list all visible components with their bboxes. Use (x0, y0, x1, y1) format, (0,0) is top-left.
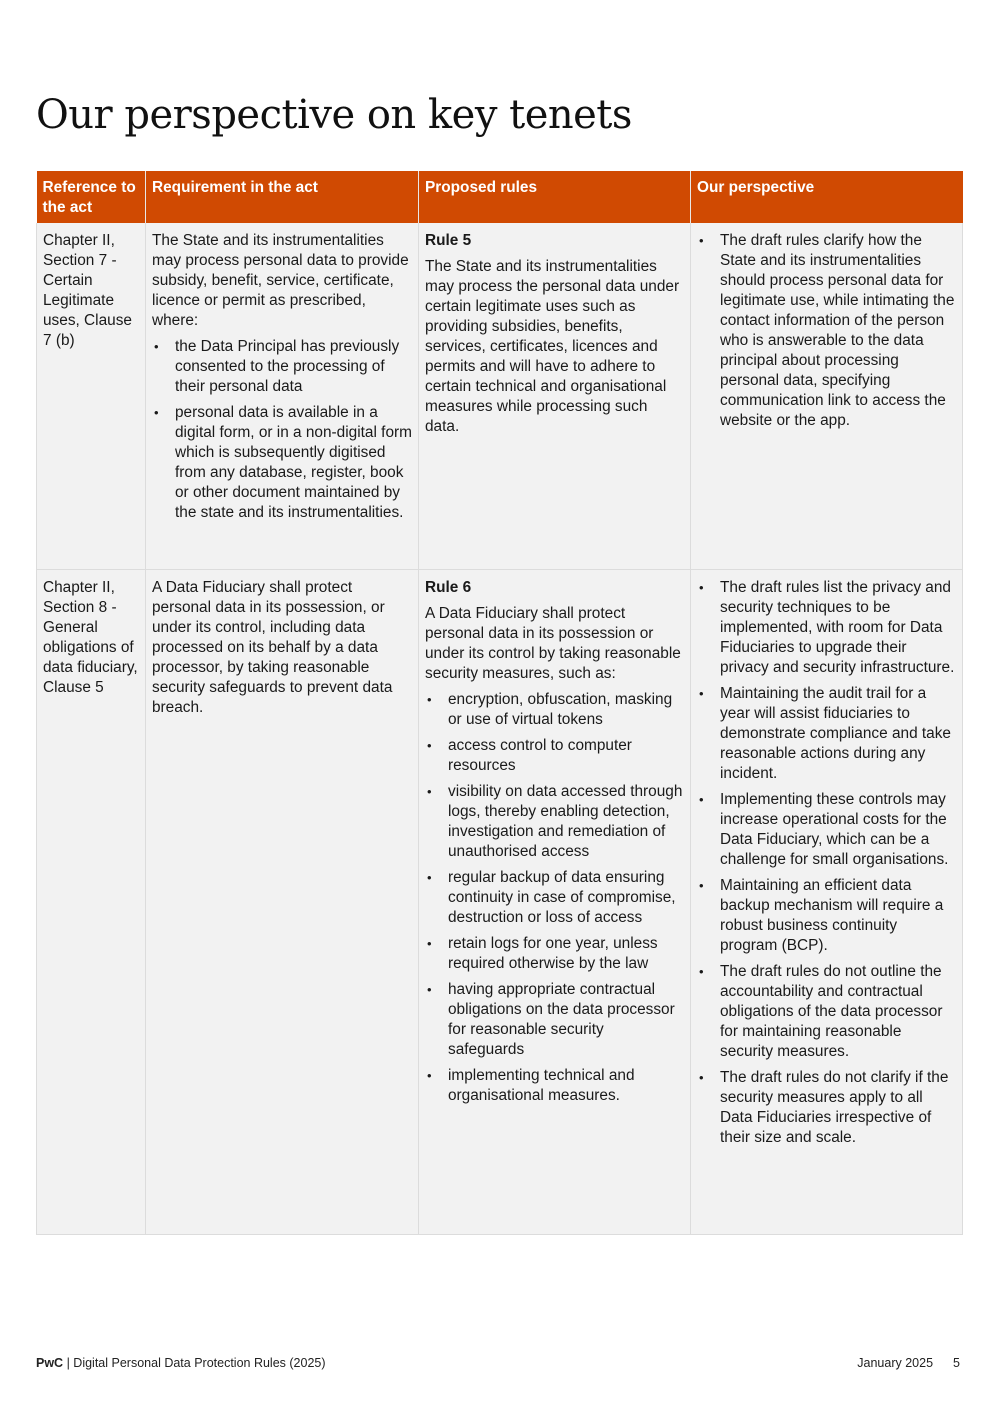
footer-right (857, 1356, 960, 1370)
requirement-cell (146, 223, 419, 569)
list-item: • regular backup of data ensuring continuity in case of compromise, destruction or loss of access (425, 868, 684, 928)
list-item: • retain logs for one year, unless required otherwise by the law (425, 934, 684, 974)
rule-text: The State and its instrumentalities may process the personal data under certain legitimate uses such as providing subsidies, benefits, services, certificates, licences and permits and will have to adhere to certain technical and organisational measures while processing such data. (425, 258, 680, 435)
page-number: 5 (953, 1356, 960, 1370)
proposed-rule-cell (419, 569, 691, 1234)
proposed-rule-cell (419, 223, 691, 569)
rule-text: A Data Fiduciary shall protect personal data in its possession or under its control by taking reasonable security measures, such as: (425, 604, 681, 682)
header-perspective: Our perspective (691, 171, 963, 223)
list-item: • The draft rules list the privacy and security techniques to be implemented, with room for Data Fiduciaries to upgrade their privacy and security infrastructure. (697, 578, 956, 678)
requirement-intro: A Data Fiduciary shall protect personal data in its possession, or under its control, including data processed on its behalf by a data processor, by taking reasonable security safeguards to prevent data breach. (152, 578, 393, 716)
rule-title: Rule 6 (425, 578, 472, 596)
header-requirement: Requirement in the act (146, 171, 419, 223)
reference-cell: Chapter II, Section 7 - Certain Legitimate uses, Clause 7 (b) (37, 223, 146, 569)
rule-title: Rule 5 (425, 232, 472, 249)
list-item: • The draft rules clarify how the State and its instrumentalities should process personal data for legitimate use, while intimating the contact information of the person who is answerable to the data principal about processing personal data, specifying communication link to access the website or the app. (697, 231, 956, 431)
list-item: • visibility on data accessed through logs, thereby enabling detection, investigation and remediation of unauthorised access (425, 782, 684, 862)
table-row (37, 223, 963, 569)
perspective-cell (691, 569, 963, 1234)
list-item: • personal data is available in a digital form, or in a non-digital form which is subsequently digitised from any database, register, book or other document maintained by the state and its instrumentalities. (152, 403, 412, 523)
perspective-list (697, 231, 956, 431)
list-item: • having appropriate contractual obligations on the data processor for reasonable security safeguards (425, 980, 684, 1060)
table-header-row (37, 171, 963, 223)
list-item: • Maintaining an efficient data backup mechanism will require a robust business continuity program (BCP). (697, 876, 956, 956)
perspective-cell (691, 223, 963, 569)
list-item: • Maintaining the audit trail for a year will assist fiduciaries to demonstrate compliance and take reasonable actions during any incident. (697, 684, 956, 784)
footer-left (36, 1356, 326, 1370)
table-row (37, 569, 963, 1234)
header-reference: Reference to the act (37, 171, 146, 223)
list-item: • The draft rules do not outline the accountability and contractual obligations of the data processor for maintaining reasonable security measures. (697, 962, 956, 1062)
rule-list (425, 690, 684, 1106)
footer-brand: PwC (36, 1356, 64, 1370)
list-item: • The draft rules do not clarify if the security measures apply to all Data Fiduciaries irrespective of their size and scale. (697, 1068, 956, 1148)
requirement-list (152, 337, 412, 523)
header-proposed-rules: Proposed rules (419, 171, 691, 223)
requirement-cell (146, 569, 419, 1234)
requirement-intro: The State and its instrumentalities may process personal data to provide subsidy, benefit, service, certificate, licence or permit as prescribed, where: (152, 232, 409, 329)
list-item: • encryption, obfuscation, masking or use of virtual tokens (425, 690, 684, 730)
reference-cell: Chapter II, Section 8 - General obligations of data fiduciary, Clause 5 (37, 569, 146, 1234)
footer-date: January 2025 (857, 1356, 934, 1370)
list-item: • access control to computer resources (425, 736, 684, 776)
page-title: Our perspective on key tenets (36, 92, 632, 138)
footer-document-title: Digital Personal Data Protection Rules (2025) (73, 1356, 326, 1370)
list-item: • implementing technical and organisational measures. (425, 1066, 684, 1106)
list-item: • the Data Principal has previously consented to the processing of their personal data (152, 337, 412, 397)
footer-separator: | (63, 1356, 74, 1370)
tenets-table (36, 171, 963, 1235)
perspective-list (697, 578, 956, 1148)
list-item: • Implementing these controls may increase operational costs for the Data Fiduciary, which can be a challenge for small organisations. (697, 790, 956, 870)
